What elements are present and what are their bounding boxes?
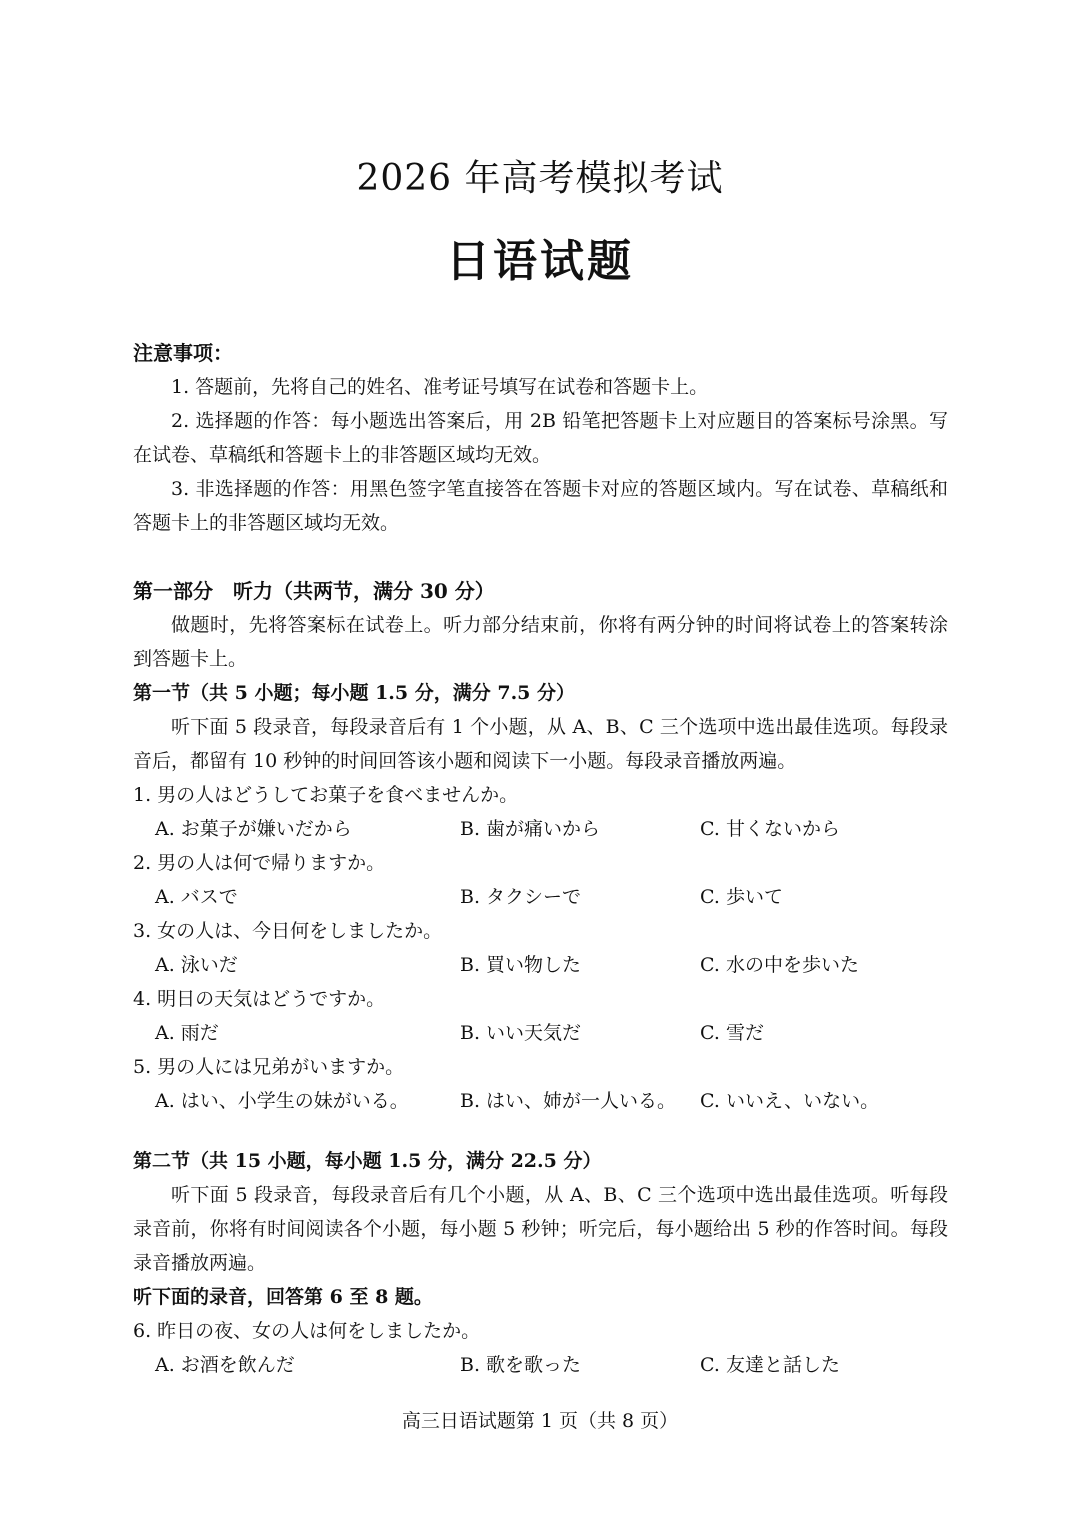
option-c: C. 歩いて bbox=[700, 886, 783, 908]
group-heading: 听下面的录音，回答第 6 至 8 题。 bbox=[133, 1286, 433, 1308]
option-b: B. はい、姉が一人いる。 bbox=[460, 1090, 677, 1112]
notice-item: 1. 答题前，先将自己的姓名、准考证号填写在试卷和答题卡上。 bbox=[171, 376, 709, 398]
notice-item: 3. 非选择题的作答：用黑色签字笔直接答在答题卡对应的答题区域内。写在试卷、草稿纸和答题卡上的非答题区域均无效。 bbox=[133, 478, 948, 534]
option-b: B. タクシーで bbox=[460, 886, 582, 908]
question-options bbox=[133, 1348, 948, 1382]
option-a: A. はい、小学生の妹がいる。 bbox=[155, 1090, 409, 1112]
option-c: C. 甘くないから bbox=[700, 818, 840, 840]
question-stem: 2. 男の人は何で帰りますか。 bbox=[133, 852, 386, 874]
subject-title: 日语试题 bbox=[446, 236, 634, 287]
option-a: A. 雨だ bbox=[155, 1022, 219, 1044]
question-stem: 4. 明日の天気はどうですか。 bbox=[133, 988, 386, 1010]
section2-heading: 第二节（共 15 小题，每小题 1.5 分，满分 22.5 分） bbox=[133, 1150, 602, 1172]
page-footer: 高三日语试题第 1 页（共 8 页） bbox=[401, 1410, 679, 1432]
option-c: C. いいえ、いない。 bbox=[700, 1090, 880, 1112]
option-b: B. いい天気だ bbox=[460, 1022, 582, 1044]
question-stem: 6. 昨日の夜、女の人は何をしましたか。 bbox=[133, 1320, 481, 1342]
section2-instructions: 听下面 5 段录音，每段录音后有几个小题，从 A、B、C 三个选项中选出最佳选项。听每段录音前，你将有时间阅读各个小题，每小题 5 秒钟；听完后，每小题给出 5 秒的作答时间。每段录音播放两遍。 bbox=[133, 1184, 948, 1274]
option-a: A. お酒を飲んだ bbox=[155, 1354, 295, 1376]
option-b: B. 歌を歌った bbox=[460, 1354, 582, 1376]
question-stem: 1. 男の人はどうしてお菓子を食べませんか。 bbox=[133, 784, 519, 806]
question-options bbox=[133, 812, 948, 846]
question-stem: 5. 男の人には兄弟がいますか。 bbox=[133, 1056, 405, 1078]
option-a: A. お菓子が嫌いだから bbox=[155, 818, 352, 840]
question-stem: 3. 女の人は、今日何をしましたか。 bbox=[133, 920, 443, 942]
question-6 bbox=[133, 1314, 948, 1382]
question-options bbox=[133, 1016, 948, 1050]
option-b: B. 買い物した bbox=[460, 954, 582, 976]
document-body bbox=[133, 336, 948, 1382]
spacer bbox=[133, 540, 948, 574]
section1-instructions: 听下面 5 段录音，每段录音后有 1 个小题，从 A、B、C 三个选项中选出最佳选项。每段录音后，都留有 10 秒钟的时间回答该小题和阅读下一小题。每段录音播放两遍。 bbox=[133, 716, 948, 772]
question-options bbox=[133, 948, 948, 982]
option-a: A. バスで bbox=[155, 886, 238, 908]
question-5 bbox=[133, 1050, 948, 1118]
option-a: A. 泳いだ bbox=[155, 954, 238, 976]
question-1 bbox=[133, 778, 948, 846]
section1-heading: 第一节（共 5 小题；每小题 1.5 分，满分 7.5 分） bbox=[133, 682, 576, 704]
option-b: B. 歯が痛いから bbox=[460, 818, 601, 840]
spacer bbox=[133, 1118, 948, 1144]
question-4 bbox=[133, 982, 948, 1050]
exam-title: 2026 年高考模拟考试 bbox=[356, 158, 724, 199]
notice-item: 2. 选择题的作答：每小题选出答案后，用 2B 铅笔把答题卡上对应题目的答案标号涂黑。写在试卷、草稿纸和答题卡上的非答题区域均无效。 bbox=[133, 410, 948, 466]
option-c: C. 友達と話した bbox=[700, 1354, 840, 1376]
question-3 bbox=[133, 914, 948, 982]
option-c: C. 水の中を歩いた bbox=[700, 954, 859, 976]
question-options bbox=[133, 1084, 948, 1118]
option-c: C. 雪だ bbox=[700, 1022, 764, 1044]
question-2 bbox=[133, 846, 948, 914]
part1-heading: 第一部分 听力（共两节，满分 30 分） bbox=[133, 579, 495, 603]
question-options bbox=[133, 880, 948, 914]
part1-intro: 做题时，先将答案标在试卷上。听力部分结束前，你将有两分钟的时间将试卷上的答案转涂到答题卡上。 bbox=[133, 614, 948, 670]
notice-heading: 注意事项： bbox=[133, 341, 233, 365]
